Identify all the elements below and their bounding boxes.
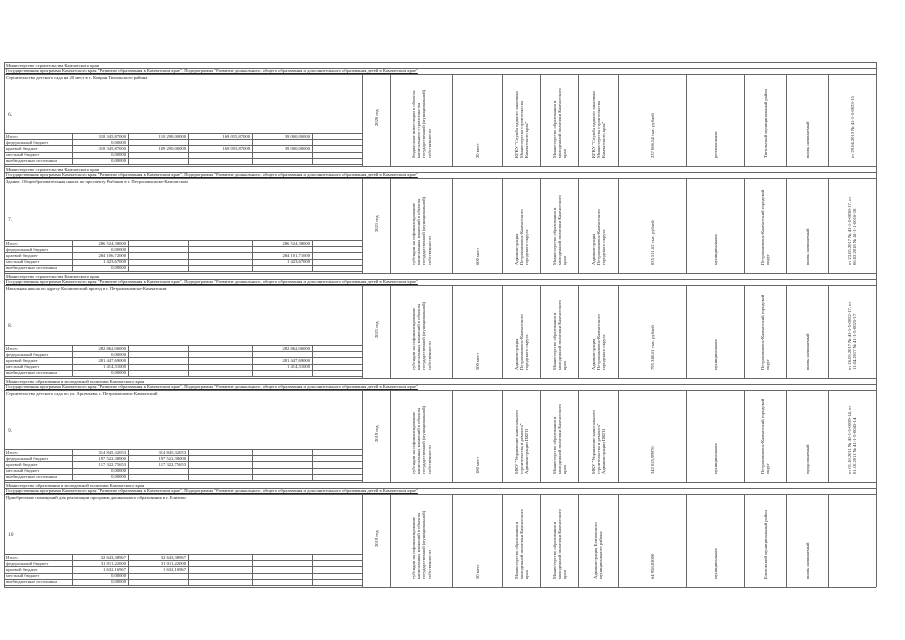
table-rule bbox=[362, 285, 363, 378]
column-text: строительства и ремонта" bbox=[595, 423, 601, 474]
finance-value: 0,00000 bbox=[111, 573, 126, 579]
table-rule bbox=[72, 345, 73, 376]
finance-label: местный бюджет bbox=[6, 259, 40, 265]
object-name: Строительство детского сада на 20 мест в с. Ковран Тигильского района bbox=[6, 75, 148, 80]
table-rule bbox=[452, 178, 453, 273]
column-text: Администрации ПКГО bbox=[600, 428, 606, 474]
finance-label: краевой бюджет bbox=[6, 252, 38, 258]
finance-value: 117 322,75653 bbox=[98, 461, 126, 467]
column-text: муниципальная bbox=[712, 234, 718, 265]
table-rule bbox=[312, 345, 313, 376]
table-rule bbox=[128, 345, 129, 376]
table-rule bbox=[390, 390, 391, 482]
column-text: Камчатского края" bbox=[523, 121, 529, 158]
column-text: капитальных вложений в объекты bbox=[416, 198, 422, 265]
table-rule bbox=[312, 449, 313, 480]
table-rule bbox=[4, 351, 362, 352]
table-rule bbox=[4, 62, 876, 63]
column-text: края bbox=[561, 570, 567, 579]
finance-label: Итого bbox=[6, 133, 18, 139]
table-rule bbox=[252, 449, 253, 480]
table-rule bbox=[4, 158, 362, 159]
table-rule bbox=[502, 285, 503, 378]
object-name: Приобретение помещений для реализации программ дошкольного образования в г. Елизово bbox=[6, 495, 186, 500]
table-rule bbox=[686, 390, 687, 482]
table-rule bbox=[540, 74, 541, 166]
column-text: Министерство образования и bbox=[551, 521, 557, 579]
column-text: вновь начинаемый bbox=[804, 542, 810, 579]
column-text: молодежной политики Камчатского bbox=[556, 88, 562, 158]
column-text: Петропавловск-Камчатский городской bbox=[760, 189, 765, 265]
finance-value: 1 423,67000 bbox=[287, 259, 310, 265]
table-rule bbox=[128, 240, 129, 271]
table-rule bbox=[876, 285, 877, 378]
table-rule bbox=[362, 178, 363, 273]
finance-value: 197 522,38000 bbox=[98, 455, 126, 461]
ministry-name: Министерство образования и молодежной политики Камчатского края bbox=[6, 379, 145, 384]
finance-value: 286 524,38000 bbox=[282, 240, 310, 246]
finance-value: 282 862,00000 bbox=[98, 345, 126, 351]
column-text: государственной (муниципальной) bbox=[421, 301, 427, 370]
column-text: Петропавловск-Камчатского bbox=[518, 209, 524, 265]
object-name: Строительство детского сада по ул. Арсеньева, г. Петропавловск-Камчатский bbox=[6, 391, 158, 396]
program-name: Государственная программа Камчатского края "Развитие образования в Камчатском крае", Подпрограмма "Развитие дошкольного, общего образования и дополнительного образования детей в Камчатском крае" bbox=[6, 172, 418, 177]
column-text: субсидии на софинансирование bbox=[411, 516, 416, 579]
table-rule bbox=[786, 390, 787, 482]
table-rule bbox=[4, 370, 362, 371]
finance-value: 31 011,22000 bbox=[160, 560, 186, 566]
table-rule bbox=[578, 494, 579, 587]
finance-value: 0,00000 bbox=[111, 265, 126, 271]
finance-label: краевой бюджет bbox=[6, 357, 38, 363]
table-rule bbox=[744, 390, 745, 482]
table-rule bbox=[828, 494, 829, 587]
column-text: государственной (муниципальной) bbox=[421, 89, 427, 158]
finance-value: 0,00000 bbox=[111, 158, 126, 164]
column-text: вновь начинаемый bbox=[804, 333, 810, 370]
ministry-name: Министерство строительства Камчатского края bbox=[6, 63, 99, 68]
table-rule bbox=[618, 74, 619, 166]
table-rule bbox=[4, 376, 362, 377]
column-text: Петропавловск-Камчатский городской bbox=[760, 294, 765, 370]
table-rule bbox=[578, 178, 579, 273]
column-text: Министерства строительства bbox=[518, 101, 524, 158]
table-rule bbox=[876, 494, 877, 587]
finance-value: 282 862,00000 bbox=[282, 345, 310, 351]
column-text: государственной (муниципальной) bbox=[421, 405, 427, 474]
table-rule bbox=[452, 390, 453, 482]
finance-label: федеральный бюджет bbox=[6, 560, 49, 566]
finance-value: 39 000,00000 bbox=[284, 133, 310, 139]
table-rule bbox=[362, 390, 363, 482]
finance-value: 318 345,87000 bbox=[98, 133, 126, 139]
table-rule bbox=[786, 178, 787, 273]
table-rule bbox=[390, 285, 391, 378]
table-rule bbox=[578, 285, 579, 378]
column-text: от 01.10.2011 № 41-1-5-0059-14, от bbox=[847, 405, 852, 474]
object-name: Здание. Общеобразовательная школа по проспекту Рыбаков в г. Петропавловске-Камчатском bbox=[6, 179, 188, 184]
column-text: 600 мест bbox=[474, 247, 480, 265]
table-rule bbox=[252, 240, 253, 271]
table-rule bbox=[4, 573, 362, 574]
table-rule bbox=[128, 133, 129, 164]
column-text: Петропавловск-Камчатского bbox=[595, 209, 601, 265]
column-text: продолжаемый bbox=[804, 444, 810, 474]
column-text: собственности bbox=[426, 550, 432, 579]
table-rule bbox=[188, 554, 189, 585]
column-text: 795 340,61 тыс. рублей bbox=[649, 325, 655, 370]
column-text: от 29.04.2013 № 41-1-5-0023-15 bbox=[849, 96, 855, 158]
finance-value: 1 423,67000 bbox=[103, 259, 126, 265]
column-text: субсидии на софинансирование bbox=[411, 411, 416, 474]
table-rule bbox=[502, 178, 503, 273]
column-text: Министерства строительства bbox=[595, 101, 601, 158]
table-rule bbox=[390, 178, 391, 273]
column-text: Петропавловск-Камчатского bbox=[595, 314, 601, 370]
column-text: капитальных вложений в объекты bbox=[416, 407, 422, 474]
finance-value: 0,00000 bbox=[111, 474, 126, 480]
ministry-name: Министерство строительства Камчатского края bbox=[6, 167, 99, 172]
table-rule bbox=[4, 139, 362, 140]
year-label: 2019 год bbox=[374, 425, 379, 443]
finance-value: 286 524,38000 bbox=[98, 240, 126, 246]
column-text: 20 мест bbox=[474, 143, 480, 158]
column-text: вновь начинаемый bbox=[804, 228, 810, 265]
finance-label: федеральный бюджет bbox=[6, 455, 49, 461]
table-rule bbox=[4, 587, 876, 588]
table-rule bbox=[686, 494, 687, 587]
column-text: от 23.05.2017 № 41-1-5-0038-17, от bbox=[847, 196, 852, 265]
table-rule bbox=[618, 390, 619, 482]
table-rule bbox=[312, 240, 313, 271]
program-name: Государственная программа Камчатского края "Развитие образования в Камчатском крае", Подпрограмма "Развитие дошкольного, общего образования и дополнительного образования детей в Камчатском крае" bbox=[6, 68, 418, 73]
column-text: собственности bbox=[426, 341, 432, 370]
column-text: Петропавловск-Камчатский городской bbox=[760, 398, 765, 474]
table-rule bbox=[252, 345, 253, 376]
finance-label: краевой бюджет bbox=[6, 145, 38, 151]
table-rule bbox=[618, 494, 619, 587]
column-text: муниципальная bbox=[712, 548, 718, 579]
row-number: 7. bbox=[8, 217, 13, 224]
table-rule bbox=[4, 164, 362, 165]
table-rule bbox=[452, 285, 453, 378]
column-text: Елизовский муниципальный район bbox=[762, 510, 768, 579]
finance-value: 314 845,32053 bbox=[98, 449, 126, 455]
table-rule bbox=[72, 240, 73, 271]
table-rule bbox=[452, 74, 453, 166]
finance-value: 169 055,87000 bbox=[222, 133, 250, 139]
table-rule bbox=[828, 285, 829, 378]
column-text: молодежной политики Камчатского bbox=[556, 404, 562, 474]
finance-label: местный бюджет bbox=[6, 364, 40, 370]
table-rule bbox=[502, 390, 503, 482]
finance-value: 0,00000 bbox=[111, 370, 126, 376]
column-text: капитального строительства bbox=[416, 102, 422, 158]
column-text: молодежной политики Камчатского bbox=[556, 300, 562, 370]
table-rule bbox=[128, 449, 129, 480]
finance-value: 314 845,32053 bbox=[158, 449, 186, 455]
finance-label: внебюджетные источники bbox=[6, 158, 57, 164]
table-rule bbox=[744, 178, 745, 273]
column-text: вновь начинаемый bbox=[804, 121, 810, 158]
finance-value: 32 643,38967 bbox=[160, 554, 186, 560]
column-text: городского округа bbox=[600, 334, 606, 370]
table-rule bbox=[252, 554, 253, 585]
column-text: 64 958,83000 bbox=[649, 553, 655, 579]
program-name: Государственная программа Камчатского края "Развитие образования в Камчатском крае", Подпрограмма "Развитие дошкольного, общего образования и дополнительного образования детей в Камчатском крае" bbox=[6, 488, 418, 493]
ministry-name: Министерство образования и молодежной политики Камчатского края bbox=[6, 483, 145, 488]
table-rule bbox=[540, 390, 541, 482]
column-text: округ bbox=[765, 463, 771, 474]
table-rule bbox=[502, 494, 503, 587]
table-rule bbox=[786, 74, 787, 166]
column-text: края bbox=[561, 361, 567, 370]
finance-label: краевой бюджет bbox=[6, 461, 38, 467]
column-text: Администрация bbox=[513, 338, 519, 370]
column-text: государственной (муниципальной) bbox=[421, 196, 427, 265]
column-text: строительства и ремонта" bbox=[518, 423, 524, 474]
finance-value: 281 447,69000 bbox=[282, 357, 310, 363]
finance-value: 1 632,16967 bbox=[103, 566, 126, 572]
table-rule bbox=[686, 74, 687, 166]
column-text: от 26.05.2017 № 41-1-5-0052-17, от bbox=[847, 301, 852, 370]
finance-value: 281 447,69000 bbox=[98, 357, 126, 363]
column-text: региональная bbox=[712, 131, 718, 158]
year-label: 2020 год bbox=[374, 109, 379, 127]
table-rule bbox=[390, 74, 391, 166]
year-label: 2019 год bbox=[374, 530, 379, 548]
finance-label: федеральный бюджет bbox=[6, 246, 49, 252]
finance-value: 32 643,38967 bbox=[100, 554, 126, 560]
row-number: 10 bbox=[8, 532, 14, 539]
table-rule bbox=[540, 285, 541, 378]
year-label: 2021 год bbox=[374, 215, 379, 233]
finance-label: Итого bbox=[6, 345, 18, 351]
finance-label: местный бюджет bbox=[6, 573, 40, 579]
column-text: капитальных вложений в объекты bbox=[416, 512, 422, 579]
column-text: городского округа bbox=[600, 229, 606, 265]
table-rule bbox=[4, 246, 362, 247]
finance-value: 0,00000 bbox=[111, 139, 126, 145]
table-rule bbox=[618, 178, 619, 273]
finance-label: федеральный бюджет bbox=[6, 139, 49, 145]
table-rule bbox=[540, 494, 541, 587]
column-text: 237 086,54 тыс. рублей bbox=[649, 113, 655, 158]
finance-value: 1 414,31000 bbox=[103, 364, 126, 370]
column-text: округ bbox=[765, 359, 771, 370]
column-text: 50 мест bbox=[474, 564, 480, 579]
finance-label: местный бюджет bbox=[6, 152, 40, 158]
table-rule bbox=[390, 494, 391, 587]
column-text: Администрация bbox=[513, 233, 519, 265]
column-text: собственности bbox=[426, 445, 432, 474]
column-text: Администрации ПКГО bbox=[523, 428, 529, 474]
table-rule bbox=[578, 74, 579, 166]
finance-value: 284 106,72000 bbox=[98, 252, 126, 258]
table-rule bbox=[4, 585, 362, 586]
column-text: собственности bbox=[426, 129, 432, 158]
finance-value: 0,00000 bbox=[111, 351, 126, 357]
table-rule bbox=[188, 133, 189, 164]
column-text: Петропавловск-Камчатского bbox=[518, 314, 524, 370]
column-text: 11.04.2017 № 41-1-5-0025-17 bbox=[852, 313, 858, 370]
finance-label: внебюджетные источники bbox=[6, 265, 57, 271]
table-rule bbox=[686, 178, 687, 273]
table-rule bbox=[188, 345, 189, 376]
table-rule bbox=[188, 449, 189, 480]
column-text: Администрация Елизовского bbox=[593, 522, 598, 579]
column-text: Камчатского края" bbox=[600, 121, 606, 158]
column-text: муниципального района bbox=[598, 531, 604, 579]
row-number: 9. bbox=[8, 427, 13, 434]
table-rule bbox=[786, 285, 787, 378]
finance-label: местный бюджет bbox=[6, 468, 40, 474]
finance-value: 0,00000 bbox=[111, 579, 126, 585]
table-rule bbox=[828, 390, 829, 482]
finance-label: внебюджетные источники bbox=[6, 370, 57, 376]
program-name: Государственная программа Камчатского края "Развитие образования в Камчатском крае", Подпрограмма "Развитие дошкольного, общего образования и дополнительного образования детей в Камчатском крае" bbox=[6, 279, 418, 284]
column-text: округ bbox=[765, 254, 771, 265]
table-rule bbox=[4, 152, 362, 153]
table-rule bbox=[72, 449, 73, 480]
table-rule bbox=[4, 62, 5, 587]
table-rule bbox=[4, 166, 876, 167]
finance-value: 31 011,22000 bbox=[100, 560, 126, 566]
table-rule bbox=[188, 240, 189, 271]
table-rule bbox=[312, 133, 313, 164]
table-rule bbox=[876, 74, 877, 166]
finance-value: 1 414,31000 bbox=[287, 364, 310, 370]
finance-label: Итого bbox=[6, 240, 18, 246]
finance-label: внебюджетные источники bbox=[6, 474, 57, 480]
year-label: 2021 год bbox=[374, 321, 379, 339]
column-text: субсидии на софинансирование bbox=[411, 202, 416, 265]
column-text: муниципальная bbox=[712, 339, 718, 370]
program-name: Государственная программа Камчатского края "Развитие образования в Камчатском крае", Подпрограмма "Развитие дошкольного, общего образования и дополнительного образования детей в Камчатском крае" bbox=[6, 384, 418, 389]
finance-value: 169 055,87000 bbox=[222, 145, 250, 151]
table-rule bbox=[4, 480, 362, 481]
column-text: Министерство образования и bbox=[551, 312, 557, 370]
table-rule bbox=[828, 178, 829, 273]
column-text: 01.10.2011 № 41-1-5-0045-14 bbox=[852, 417, 858, 474]
column-text: Министерство образования и bbox=[513, 521, 519, 579]
column-text: молодежной политики Камчатского bbox=[556, 509, 562, 579]
table-rule bbox=[128, 554, 129, 585]
table-rule bbox=[744, 285, 745, 378]
column-text: 835 511,62 тыс. рублей bbox=[649, 220, 655, 265]
finance-label: Итого bbox=[6, 449, 18, 455]
finance-label: внебюджетные источники bbox=[6, 579, 57, 585]
table-rule bbox=[72, 133, 73, 164]
table-rule bbox=[4, 265, 362, 266]
column-text: городского округа bbox=[523, 334, 529, 370]
table-rule bbox=[4, 579, 362, 580]
column-text: КГКУ "Служба единого заказчика bbox=[513, 91, 519, 158]
column-text: молодежной политики Камчатского bbox=[518, 509, 524, 579]
finance-value: 109 290,00000 bbox=[158, 145, 186, 151]
column-text: края bbox=[561, 465, 567, 474]
column-text: 06.02.2018 № 41-1-1-0016-18 bbox=[852, 208, 858, 265]
column-text: Министерство образования и bbox=[551, 416, 557, 474]
table-rule bbox=[744, 74, 745, 166]
column-text: молодежной политики Камчатского bbox=[556, 195, 562, 265]
table-rule bbox=[786, 494, 787, 587]
column-text: края bbox=[561, 256, 567, 265]
column-text: Тигильский муниципальный район bbox=[762, 89, 768, 158]
row-number: 6. bbox=[8, 111, 13, 118]
finance-label: федеральный бюджет bbox=[6, 351, 49, 357]
table-rule bbox=[828, 74, 829, 166]
column-text: государственной (муниципальной) bbox=[421, 510, 427, 579]
table-rule bbox=[744, 494, 745, 587]
column-text: городского округа bbox=[523, 229, 529, 265]
column-text: 180 мест bbox=[474, 456, 480, 474]
table-rule bbox=[362, 494, 363, 587]
table-rule bbox=[4, 273, 876, 274]
table-rule bbox=[72, 554, 73, 585]
table-rule bbox=[252, 133, 253, 164]
finance-value: 318 345,87000 bbox=[98, 145, 126, 151]
ministry-name: Министерство строительства Камчатского края bbox=[6, 274, 99, 279]
column-text: 342 025,99976 bbox=[649, 446, 655, 474]
finance-value: 0,00000 bbox=[111, 152, 126, 158]
column-text: 500 мест bbox=[474, 352, 480, 370]
finance-label: Итого bbox=[6, 554, 18, 560]
column-text: капитальных вложений в объекты bbox=[416, 303, 422, 370]
column-text: субсидии на софинансирование bbox=[411, 307, 416, 370]
finance-value: 0,00000 bbox=[111, 468, 126, 474]
table-rule bbox=[578, 390, 579, 482]
table-rule bbox=[452, 494, 453, 587]
column-text: края bbox=[561, 149, 567, 158]
table-rule bbox=[362, 74, 363, 166]
table-rule bbox=[312, 554, 313, 585]
column-text: Администрация bbox=[590, 338, 596, 370]
table-rule bbox=[540, 178, 541, 273]
table-rule bbox=[686, 285, 687, 378]
column-text: Администрация bbox=[590, 233, 596, 265]
finance-value: 284 101,71000 bbox=[282, 252, 310, 258]
object-name: Начальная школа по адресу Космический проезд в г. Петропавловске-Камчатском bbox=[6, 286, 167, 291]
finance-value: 110 290,00000 bbox=[158, 133, 186, 139]
finance-value: 1 632,16967 bbox=[163, 566, 186, 572]
finance-value: 39 000,00000 bbox=[284, 145, 310, 151]
column-text: края bbox=[523, 570, 529, 579]
column-text: МКУ "Управление капитального bbox=[590, 410, 596, 474]
table-rule bbox=[618, 285, 619, 378]
column-text: бюджетные инвестиции в объекты bbox=[411, 90, 416, 158]
finance-value: 0,00000 bbox=[111, 246, 126, 252]
finance-label: краевой бюджет bbox=[6, 566, 38, 572]
table-rule bbox=[502, 74, 503, 166]
row-number: 8. bbox=[8, 323, 13, 330]
table-rule bbox=[4, 468, 362, 469]
table-rule bbox=[4, 271, 362, 272]
column-text: Министерство образования и bbox=[551, 100, 557, 158]
column-text: МКУ "Управление капитального bbox=[513, 410, 519, 474]
table-rule bbox=[876, 178, 877, 273]
table-rule bbox=[4, 474, 362, 475]
column-text: собственности bbox=[426, 236, 432, 265]
table-rule bbox=[876, 390, 877, 482]
column-text: КГКУ "Служба единого заказчика bbox=[590, 91, 596, 158]
finance-value: 197 522,38000 bbox=[158, 455, 186, 461]
column-text: муниципальная bbox=[712, 443, 718, 474]
column-text: Министерство образования и bbox=[551, 207, 557, 265]
finance-value: 117 322,75653 bbox=[158, 461, 186, 467]
